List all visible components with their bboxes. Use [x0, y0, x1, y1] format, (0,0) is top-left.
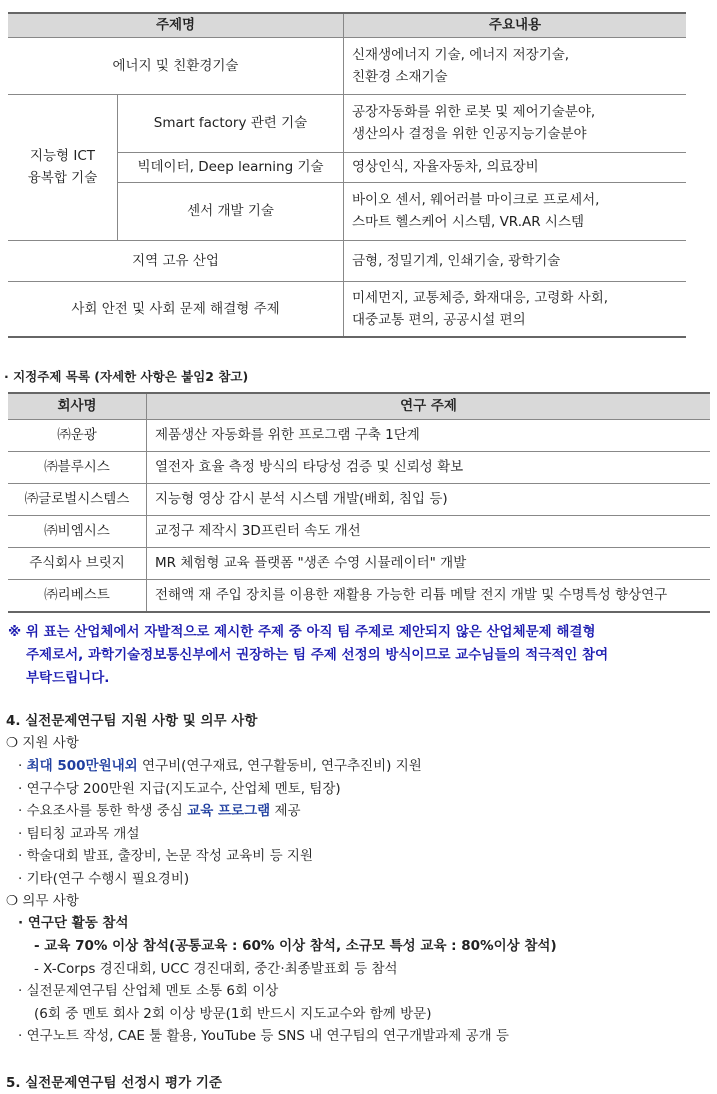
company-cell: ㈜운광 — [8, 419, 147, 451]
duty-item: · 실전문제연구팀 산업체 멘토 소통 6회 이상 — [18, 983, 279, 999]
support-item: · 기타(연구 수행시 필요경비) — [18, 871, 190, 887]
research-topic-cell: MR 체험형 교육 플랫폼 "생존 수영 시뮬레이터" 개발 — [147, 547, 711, 579]
table-row — [8, 240, 686, 281]
highlight-text: 교육 프로그램 — [187, 803, 271, 820]
content-cell: 미세먼지, 교통체증, 화재대응, 고령화 사회, 대중교통 편의, 공공시설 편의 — [344, 281, 687, 337]
highlight-text: 최대 500만원내외 — [26, 758, 138, 774]
company-cell: ㈜비엠시스 — [8, 515, 147, 547]
topic-cell: 지역 고유 산업 — [8, 240, 344, 281]
table-row — [8, 515, 710, 547]
research-topic-cell: 전해액 재 주입 장치를 이용한 재활용 가능한 리튬 메탈 전지 개발 및 수명특성 향상연구 — [147, 579, 711, 612]
header-research: 연구 주제 — [147, 393, 711, 419]
support-item: · 수요조사를 통한 학생 중심 교육 프로그램 제공 — [18, 803, 301, 820]
section5-title: 5. 실전문제연구팀 선정시 평가 기준 — [6, 1075, 222, 1091]
company-cell: ㈜블루시스 — [8, 451, 147, 483]
support-item: · 학술대회 발표, 출장비, 논문 작성 교육비 등 지원 — [18, 848, 313, 865]
support-heading: ❍ 지원 사항 — [6, 735, 79, 751]
table-row — [8, 547, 710, 579]
duty-heading: ❍ 의무 사항 — [6, 893, 79, 909]
circle-bullet-icon: ❍ — [6, 893, 19, 909]
table2-title: · 지정주제 목록 (자세한 사항은 붙임2 참고) — [4, 369, 249, 384]
table-row — [8, 579, 710, 612]
topic-cell: 빅데이터, Deep learning 기술 — [118, 152, 344, 182]
note-line: 주제로서, 과학기술정보통신부에서 권장하는 팀 주제 선정의 방식이므로 교수님들의 적극적인 참여 — [26, 647, 609, 663]
header-company: 회사명 — [8, 393, 147, 419]
research-topic-cell: 교정구 제작시 3D프린터 속도 개선 — [147, 515, 711, 547]
topic-cell: 센서 개발 기술 — [118, 182, 344, 240]
table-row — [8, 37, 686, 94]
company-cell: ㈜리베스트 — [8, 579, 147, 612]
topic-cell: 사회 안전 및 사회 문제 해결형 주제 — [8, 281, 344, 337]
circle-bullet-icon: ❍ — [6, 735, 19, 751]
header-content: 주요내용 — [344, 13, 687, 37]
header-topic: 주제명 — [8, 13, 344, 37]
company-cell: ㈜글로벌시스템스 — [8, 483, 147, 515]
table-row — [8, 281, 686, 337]
research-topic-cell: 지능형 영상 감시 분석 시스템 개발(배회, 침입 등) — [147, 483, 711, 515]
topic-cell: Smart factory 관련 기술 — [118, 94, 344, 152]
research-topic-cell: 제품생산 자동화를 위한 프로그램 구축 1단계 — [147, 419, 711, 451]
duty-item: (6회 중 멘토 회사 2회 이상 방문(1회 반드시 지도교수와 함께 방문) — [34, 1006, 432, 1022]
table-row — [8, 94, 686, 152]
duty-item: · 연구노트 작성, CAE 툴 활용, YouTube 등 SNS 내 연구팀의 연구개발과제 공개 등 — [18, 1028, 509, 1044]
content-cell: 금형, 정밀기계, 인쇄기술, 광학기술 — [344, 240, 687, 281]
research-topic-cell: 열전자 효율 측정 방식의 타당성 검증 및 신뢰성 확보 — [147, 451, 711, 483]
group-cell: 지능형 ICT 융복합 기술 — [8, 94, 118, 240]
topic-table — [8, 12, 686, 338]
duty-item: · 연구단 활동 참석 — [18, 915, 129, 931]
content-cell: 신재생에너지 기술, 에너지 저장기술, 친환경 소재기술 — [344, 37, 687, 94]
content-cell: 영상인식, 자율자동차, 의료장비 — [344, 152, 687, 182]
designated-topic-table — [8, 392, 710, 613]
content-cell: 공장자동화를 위한 로봇 및 제어기술분야, 생산의사 결정을 위한 인공지능기술분야 — [344, 94, 687, 152]
duty-item: - X-Corps 경진대회, UCC 경진대회, 중간·최종발표회 등 참석 — [34, 961, 398, 977]
section4-title: 4. 실전문제연구팀 지원 사항 및 의무 사항 — [6, 713, 258, 729]
content-cell: 바이오 센서, 웨어러블 마이크로 프로세서, 스마트 헬스케어 시스템, VR.AR 시스템 — [344, 182, 687, 240]
topic-cell: 에너지 및 친환경기술 — [8, 37, 344, 94]
support-item: · 최대 500만원내외 연구비(연구재료, 연구활동비, 연구추진비) 지원 — [18, 758, 422, 774]
support-item: · 팀티칭 교과목 개설 — [18, 825, 140, 842]
duty-item: - 교육 70% 이상 참석(공통교육 : 60% 이상 참석, 소규모 특성 교육 : 80%이상 참석) — [34, 938, 557, 954]
support-item: · 연구수당 200만원 지급(지도교수, 산업체 멘토, 팀장) — [18, 780, 341, 797]
table-row — [8, 419, 710, 451]
table-row — [8, 451, 710, 483]
company-cell: 주식회사 브릿지 — [8, 547, 147, 579]
table-row — [8, 483, 710, 515]
note-line: ※ 위 표는 산업체에서 자발적으로 제시한 주제 중 아직 팀 주제로 제안되지 않은 산업체문제 해결형 — [8, 624, 596, 640]
note-line: 부탁드립니다. — [26, 670, 110, 686]
